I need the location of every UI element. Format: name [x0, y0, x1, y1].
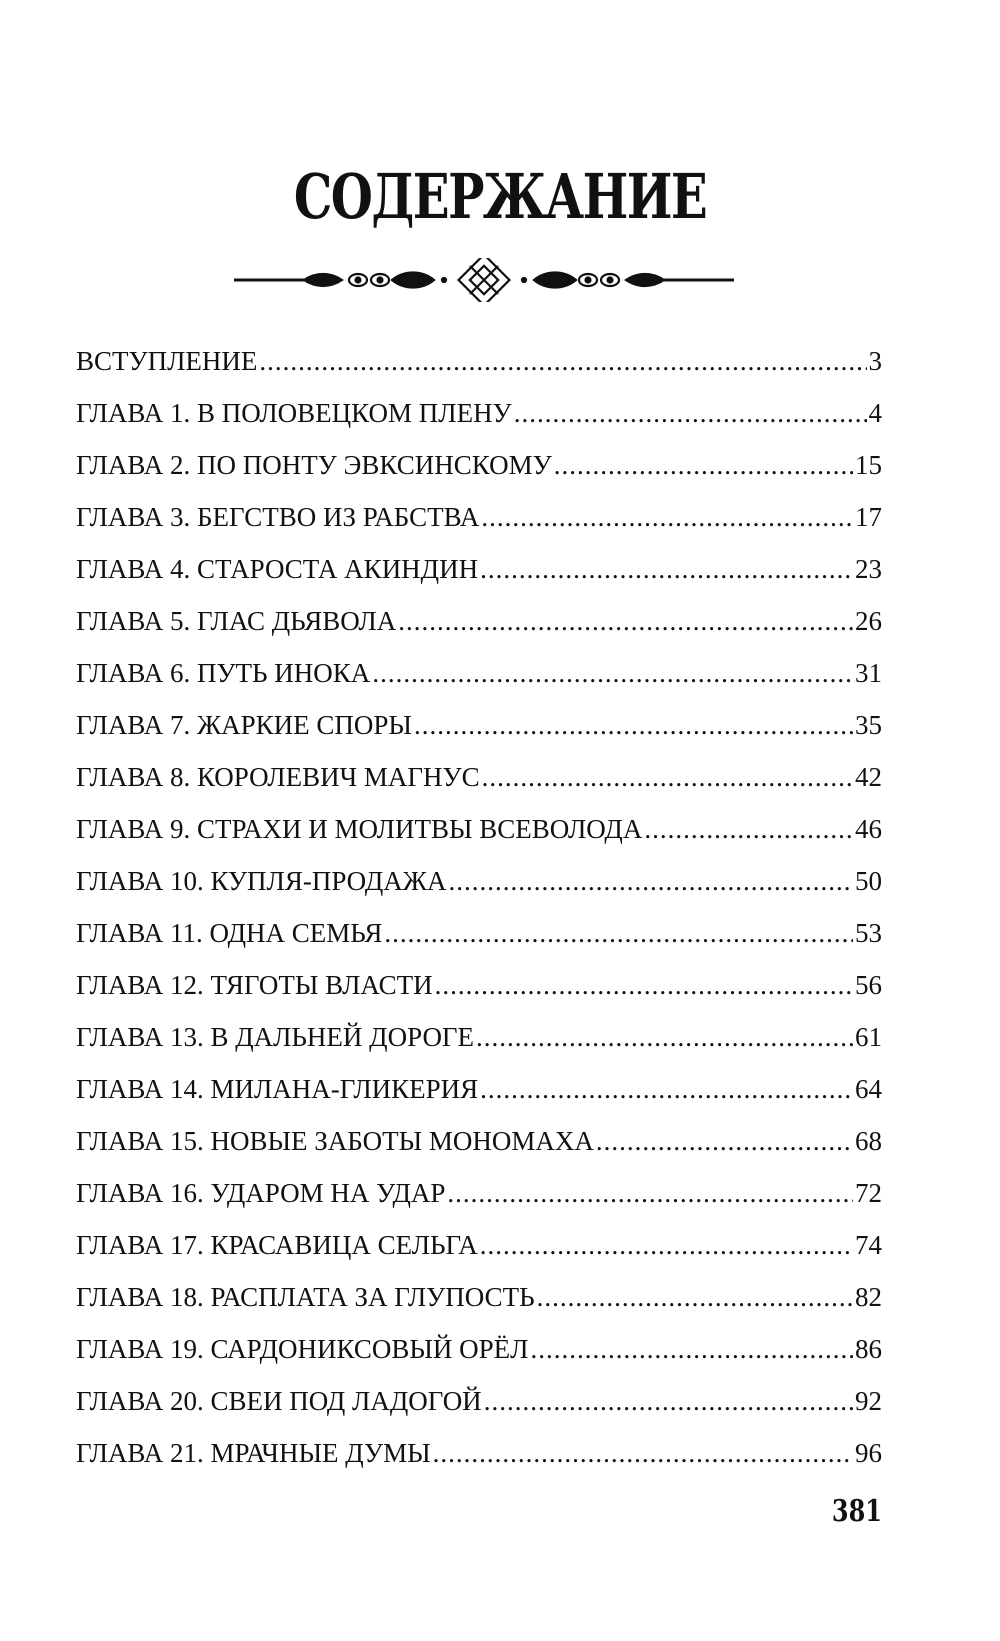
toc-entry	[76, 554, 882, 606]
toc-entry	[76, 658, 882, 710]
toc-entry-title: ГЛАВА 1. В ПОЛОВЕЦКОМ ПЛЕНУ	[76, 398, 512, 428]
toc-entry-title: ГЛАВА 19. САРДОНИКСОВЫЙ ОРЁЛ	[76, 1334, 529, 1364]
toc-entry-page: 15	[855, 450, 882, 480]
dot-leader	[480, 1230, 853, 1261]
dot-leader	[514, 398, 867, 429]
toc-entry-page: 35	[855, 710, 882, 740]
dot-leader	[384, 918, 853, 949]
toc-entry-page: 50	[855, 866, 882, 896]
toc-entry	[76, 970, 882, 1022]
dot-leader	[644, 814, 853, 845]
toc-entry-title: ГЛАВА 10. КУПЛЯ-ПРОДАЖА	[76, 866, 447, 896]
dot-leader	[530, 1334, 853, 1365]
dot-leader	[481, 502, 853, 533]
toc-entry	[76, 762, 882, 814]
toc-entry-title: ГЛАВА 18. РАСПЛАТА ЗА ГЛУПОСТЬ	[76, 1282, 535, 1312]
toc-entry	[76, 502, 882, 554]
toc-entry	[76, 1438, 882, 1490]
toc-entry-title: ГЛАВА 11. ОДНА СЕМЬЯ	[76, 918, 383, 948]
toc-entry-title: ГЛАВА 4. СТАРОСТА АКИНДИН	[76, 554, 479, 584]
toc-entry-page: 92	[855, 1386, 882, 1416]
toc-entry	[76, 398, 882, 450]
toc-entry-title: ГЛАВА 3. БЕГСТВО ИЗ РАБСТВА	[76, 502, 480, 532]
toc-entry	[76, 918, 882, 970]
dot-leader	[480, 1074, 853, 1105]
dot-leader	[596, 1126, 853, 1157]
toc-entry-title: ГЛАВА 2. ПО ПОНТУ ЭВКСИНСКОМУ	[76, 450, 552, 480]
toc-entry-title: ГЛАВА 16. УДАРОМ НА УДАР	[76, 1178, 446, 1208]
page-number: 381	[831, 1494, 882, 1529]
toc-entry	[76, 866, 882, 918]
toc-entry-title: ВСТУПЛЕНИЕ	[76, 346, 258, 376]
toc-entry-page: 3	[868, 346, 882, 376]
toc-entry	[76, 450, 882, 502]
toc-entry	[76, 606, 882, 658]
toc-entry	[76, 1074, 882, 1126]
dot-leader	[484, 1386, 853, 1417]
dot-leader	[259, 346, 866, 377]
page-title: СОДЕРЖАНИЕ	[293, 160, 707, 233]
toc-entry-page: 31	[855, 658, 882, 688]
table-of-contents	[76, 346, 882, 1490]
dot-leader	[480, 554, 853, 585]
toc-entry-page: 61	[855, 1022, 882, 1052]
toc-entry-title: ГЛАВА 15. НОВЫЕ ЗАБОТЫ МОНОМАХА	[76, 1126, 594, 1156]
toc-entry-page: 42	[855, 762, 882, 792]
dot-leader	[372, 658, 853, 689]
toc-entry-title: ГЛАВА 14. МИЛАНА-ГЛИКЕРИЯ	[76, 1074, 479, 1104]
toc-entry-title: ГЛАВА 7. ЖАРКИЕ СПОРЫ	[76, 710, 412, 740]
toc-entry	[76, 1334, 882, 1386]
dot-leader	[414, 710, 853, 741]
toc-entry-title: ГЛАВА 5. ГЛАС ДЬЯВОЛА	[76, 606, 397, 636]
dot-leader	[554, 450, 853, 481]
toc-entry	[76, 1230, 882, 1282]
toc-entry-page: 17	[855, 502, 882, 532]
toc-entry-title: ГЛАВА 12. ТЯГОТЫ ВЛАСТИ	[76, 970, 433, 1000]
toc-entry-title: ГЛАВА 21. МРАЧНЫЕ ДУМЫ	[76, 1438, 431, 1468]
toc-entry-page: 74	[855, 1230, 882, 1260]
toc-entry	[76, 814, 882, 866]
toc-entry-page: 4	[868, 398, 882, 428]
toc-entry	[76, 710, 882, 762]
dot-leader	[448, 866, 853, 897]
dot-leader	[476, 1022, 853, 1053]
toc-entry-page: 82	[855, 1282, 882, 1312]
dot-leader	[398, 606, 853, 637]
toc-entry-page: 68	[855, 1126, 882, 1156]
ornament-divider-icon	[234, 258, 734, 302]
toc-entry-title: ГЛАВА 8. КОРОЛЕВИЧ МАГНУС	[76, 762, 480, 792]
toc-entry-title: ГЛАВА 20. СВЕИ ПОД ЛАДОГОЙ	[76, 1386, 482, 1416]
toc-entry	[76, 346, 882, 398]
toc-entry	[76, 1022, 882, 1074]
dot-leader	[435, 970, 853, 1001]
toc-entry-page: 64	[855, 1074, 882, 1104]
toc-entry-page: 56	[855, 970, 882, 1000]
dot-leader	[447, 1178, 853, 1209]
toc-entry-page: 46	[855, 814, 882, 844]
dot-leader	[482, 762, 853, 793]
toc-entry-page: 53	[855, 918, 882, 948]
toc-entry-title: ГЛАВА 6. ПУТЬ ИНОКА	[76, 658, 371, 688]
toc-entry	[76, 1178, 882, 1230]
toc-entry-page: 23	[855, 554, 882, 584]
toc-entry-page: 86	[855, 1334, 882, 1364]
dot-leader	[433, 1438, 853, 1469]
toc-entry-page: 72	[855, 1178, 882, 1208]
toc-entry-page: 26	[855, 606, 882, 636]
toc-entry	[76, 1386, 882, 1438]
toc-entry-title: ГЛАВА 13. В ДАЛЬНЕЙ ДОРОГЕ	[76, 1022, 475, 1052]
toc-entry	[76, 1282, 882, 1334]
toc-entry-page: 96	[855, 1438, 882, 1468]
dot-leader	[537, 1282, 853, 1313]
toc-entry-title: ГЛАВА 9. СТРАХИ И МОЛИТВЫ ВСЕВОЛОДА	[76, 814, 643, 844]
toc-entry-title: ГЛАВА 17. КРАСАВИЦА СЕЛЬГА	[76, 1230, 478, 1260]
toc-entry	[76, 1126, 882, 1178]
